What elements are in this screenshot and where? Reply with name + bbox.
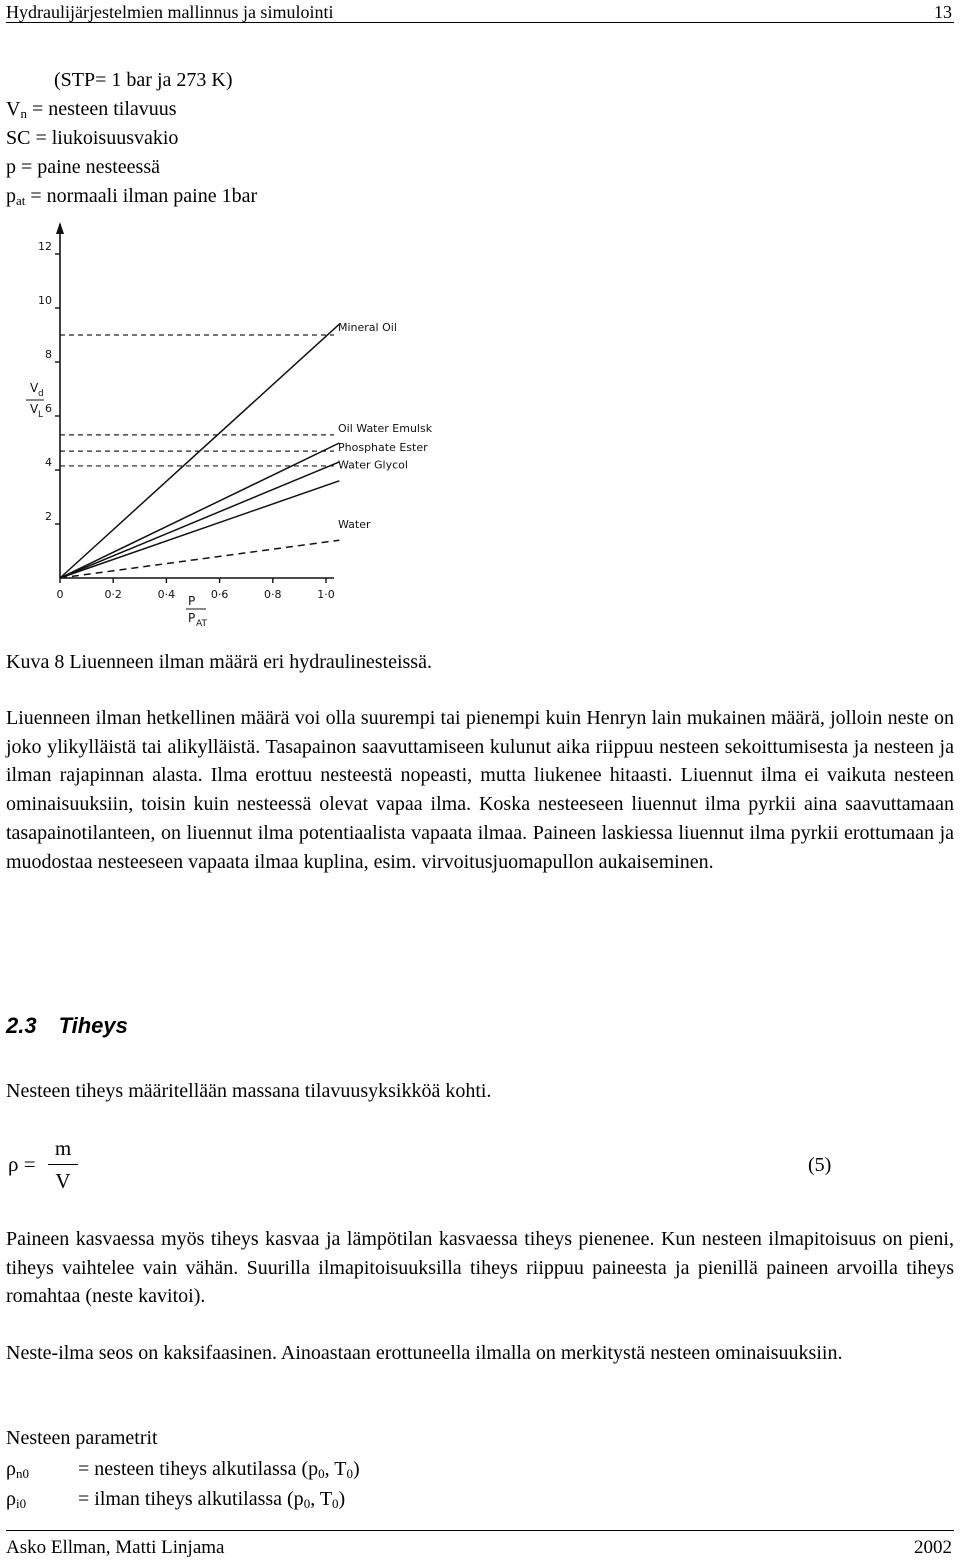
header-title: Hydraulijärjestelmien mallinnus ja simulointi	[6, 2, 334, 22]
param-text: = ilman tiheys alkutilassa (p	[78, 1488, 304, 1510]
series-line	[60, 462, 339, 578]
equation-denominator: V	[55, 1169, 71, 1193]
param-p-subscript: 0	[318, 1466, 325, 1481]
param-symbol: ρ	[6, 1458, 16, 1480]
x-tick-label: 0·2	[104, 588, 122, 601]
def-vn	[6, 95, 177, 124]
series-label: Water	[338, 518, 371, 531]
paragraph-density-def: Nesteen tiheys määritellään massana tilavuusyksikköä kohti.	[6, 1080, 492, 1102]
figure-caption: Kuva 8 Liuenneen ilman määrä eri hydraulinesteissä.	[6, 651, 432, 673]
chart-svg	[0, 210, 440, 640]
x-axis-label-denominator-sub: AT	[196, 619, 207, 629]
def-p: p = paine nesteessä	[6, 156, 161, 178]
def-sc: SC = liukoisuusvakio	[6, 127, 179, 149]
chart-labels	[26, 321, 433, 629]
y-tick-label: 6	[45, 402, 52, 415]
equation-numerator: m	[54, 1136, 72, 1160]
param-row-n0	[6, 1455, 360, 1484]
series-label: Water Glycol	[338, 458, 408, 472]
y-tick-label: 8	[45, 348, 52, 361]
param-end: )	[352, 1458, 360, 1480]
equation-number: (5)	[808, 1154, 832, 1176]
param-t-subscript: 0	[346, 1466, 353, 1481]
page-header	[6, 0, 954, 23]
params-heading: Nesteen parametrit	[6, 1427, 158, 1449]
solubility-chart	[0, 210, 440, 640]
y-tick-label: 12	[38, 240, 52, 253]
paragraph-pressure-density: Paineen kasvaessa myös tiheys kasvaa ja lämpötilan kasvaessa tiheys pienenee. Kun nesteen ilmapitoisuus on pieni, tiheys vaihtelee vain vähän. Suurilla ilmapitoisuuksilla tiheys riippuu paineesta ja pienillä paineen arvoilla tiheys romahtaa (neste kavitoi).	[6, 1228, 954, 1308]
page-number: 13	[934, 2, 952, 22]
x-tick-label: 1·0	[317, 588, 335, 601]
param-p-subscript: 0	[303, 1496, 311, 1511]
y-tick-label: 10	[38, 294, 52, 307]
chart-axes	[38, 222, 335, 601]
x-tick-label: 0·4	[157, 588, 176, 601]
y-axis-label-denominator-sub: L	[38, 410, 44, 420]
pat-symbol: p	[6, 185, 16, 207]
fraction-bar	[48, 1164, 78, 1165]
footer-authors: Asko Ellman, Matti Linjama	[6, 1537, 225, 1558]
section-title: Tiheys	[58, 1013, 128, 1038]
vn-symbol: V	[6, 98, 21, 120]
y-tick-label: 2	[45, 510, 52, 523]
series-label: Oil Water Emulsk	[338, 422, 433, 436]
y-axis-arrow	[56, 222, 64, 234]
pat-text: = normaali ilman paine 1bar	[25, 185, 258, 207]
page-footer	[6, 1530, 954, 1558]
series-label: Phosphate Ester	[338, 441, 428, 455]
y-axis-label-numerator: V	[30, 381, 39, 395]
section-heading	[6, 1013, 128, 1039]
x-axis-label-denominator: P	[188, 611, 196, 625]
y-axis-label-denominator: V	[30, 402, 39, 416]
series-label: Mineral Oil	[338, 320, 397, 334]
param-mid: , T	[310, 1488, 333, 1510]
y-axis-label-numerator-sub: d	[38, 389, 44, 399]
equation-lhs: ρ =	[8, 1152, 36, 1176]
param-subscript: n0	[15, 1466, 29, 1481]
x-axis-label-numerator: P	[188, 594, 196, 608]
pat-subscript: at	[16, 193, 26, 208]
chart-reference-lines	[60, 335, 334, 466]
series-line	[60, 540, 339, 578]
vn-text: = nesteen tilavuus	[26, 98, 177, 120]
stp-note: (STP= 1 bar ja 273 K)	[54, 69, 233, 91]
param-text: = nesteen tiheys alkutilassa (p	[78, 1458, 319, 1480]
series-line	[60, 443, 339, 578]
x-tick-label: 0	[56, 588, 64, 601]
param-mid: , T	[324, 1458, 347, 1480]
param-t-subscript: 0	[332, 1496, 339, 1511]
param-row-i0	[6, 1485, 345, 1514]
paragraph-two-phase: Neste-ilma seos on kaksifaasinen. Ainoastaan erottuneella ilmalla on merkitystä nesteen ominaisuuksiin.	[6, 1342, 843, 1364]
def-pat	[6, 182, 257, 211]
param-subscript: i0	[15, 1496, 27, 1511]
param-symbol: ρ	[6, 1488, 16, 1510]
vn-subscript: n	[20, 106, 27, 121]
y-tick-label: 4	[45, 456, 52, 469]
x-tick-label: 0·8	[264, 588, 282, 601]
param-end: )	[338, 1488, 346, 1510]
section-number: 2.3	[6, 1013, 37, 1038]
paragraph-dissolved-air: Liuenneen ilman hetkellinen määrä voi olla suurempi tai pienempi kuin Henryn lain mukainen määrä, jolloin neste on joko ylikylläistä tai alikylläistä. Tasapainon saavuttamiseen kulunut aika riippuu nesteen sekoittumisesta ja nesteen ja ilman rajapinnan alasta. Ilma erottuu nesteestä nopeasti, mutta liukenee hitaasti. Liuennut ilma ei vaikuta nesteen ominaisuuksiin, toisin kuin nesteessä olevat vapaa ilma. Koska nesteeseen liuennut ilma pyrkii aina saavuttamaan tasapainotilanteen, on liuennut ilma potentiaalista vapaata ilmaa. Paineen laskiessa liuennut ilma pyrkii erottumaan ja muodostaa nesteeseen vapaata ilmaa kuplina, esim. virvoitusjuomapullon aukaiseminen.	[6, 707, 954, 873]
footer-year: 2002	[914, 1537, 952, 1558]
x-tick-label: 0·6	[210, 588, 229, 601]
series-line	[60, 481, 339, 578]
